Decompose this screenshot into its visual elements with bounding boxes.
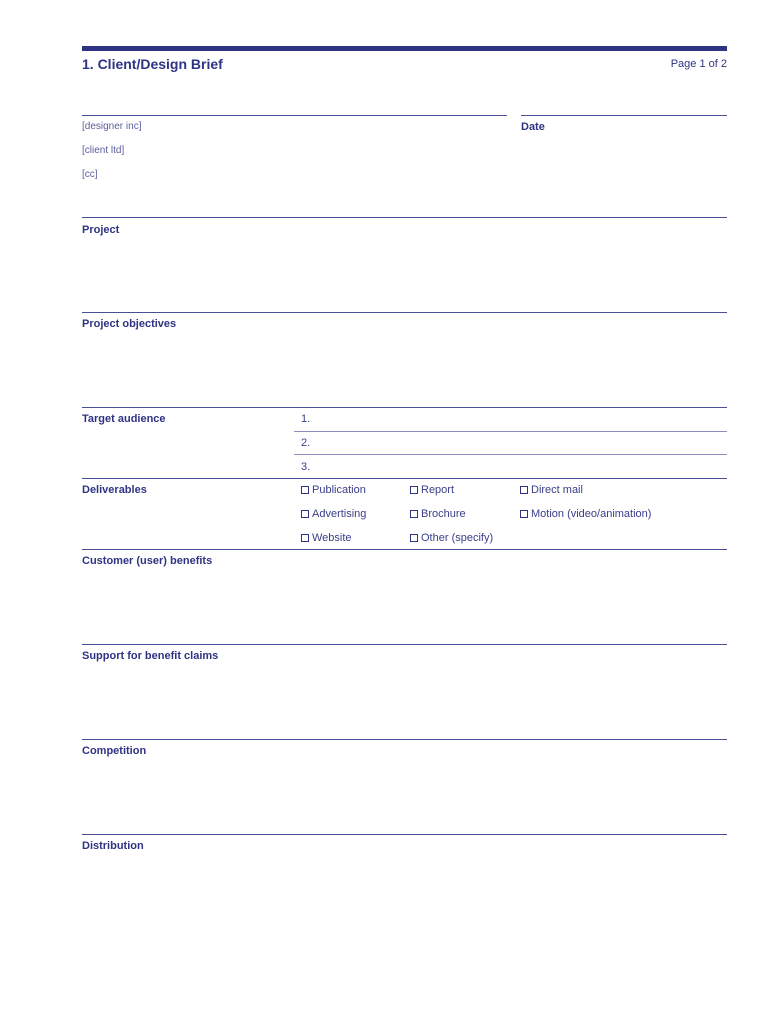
deliverable-advertising[interactable] [301,508,366,520]
distribution-rule [82,834,727,835]
cc-field[interactable]: [cc] [82,169,98,180]
checkbox[interactable] [301,534,309,542]
checkbox[interactable] [301,486,309,494]
deliverables-label: Deliverables [82,484,147,496]
audience-item-2[interactable]: 2. [301,437,311,449]
date-rule [521,115,727,116]
deliverable-other[interactable] [410,532,493,544]
option-label: Direct mail [531,484,583,496]
checkbox[interactable] [520,510,528,518]
option-label: Other (specify) [421,532,494,544]
audience-label: Target audience [82,413,166,425]
objectives-rule [82,312,727,313]
parties-rule [82,115,507,116]
checkbox[interactable] [410,510,418,518]
benefits-label: Customer (user) benefits [82,555,213,567]
date-label: Date [521,121,545,133]
header-bar [82,46,727,51]
checkbox[interactable] [410,534,418,542]
competition-rule [82,739,727,740]
checkbox[interactable] [301,510,309,518]
option-label: Brochure [421,508,466,520]
page-number: Page 1 of 2 [670,58,727,70]
deliverable-website[interactable] [301,532,352,544]
audience-item-3[interactable]: 3. [301,461,311,473]
option-label: Website [312,532,352,544]
competition-label: Competition [82,745,147,757]
audience-divider [294,454,727,455]
support-rule [82,644,727,645]
designer-field[interactable]: [designer inc] [82,121,142,132]
checkbox[interactable] [520,486,528,494]
deliverable-report[interactable] [410,484,454,496]
option-label: Report [421,484,455,496]
project-label: Project [82,224,120,236]
deliverable-publication[interactable] [301,484,366,496]
audience-rule [82,407,727,408]
project-rule [82,217,727,218]
option-label: Motion (video/animation) [531,508,652,520]
option-label: Publication [312,484,366,496]
support-label: Support for benefit claims [82,650,219,662]
deliverable-direct-mail[interactable] [520,484,583,496]
deliverable-brochure[interactable] [410,508,466,520]
deliverables-rule [82,478,727,479]
deliverable-motion[interactable] [520,508,651,520]
objectives-label: Project objectives [82,318,177,330]
distribution-label: Distribution [82,840,144,852]
option-label: Advertising [312,508,367,520]
audience-divider [294,431,727,432]
client-field[interactable]: [client ltd] [82,145,125,156]
audience-item-1[interactable]: 1. [301,413,311,425]
benefits-rule [82,549,727,550]
page-title: 1. Client/Design Brief [82,56,223,72]
checkbox[interactable] [410,486,418,494]
